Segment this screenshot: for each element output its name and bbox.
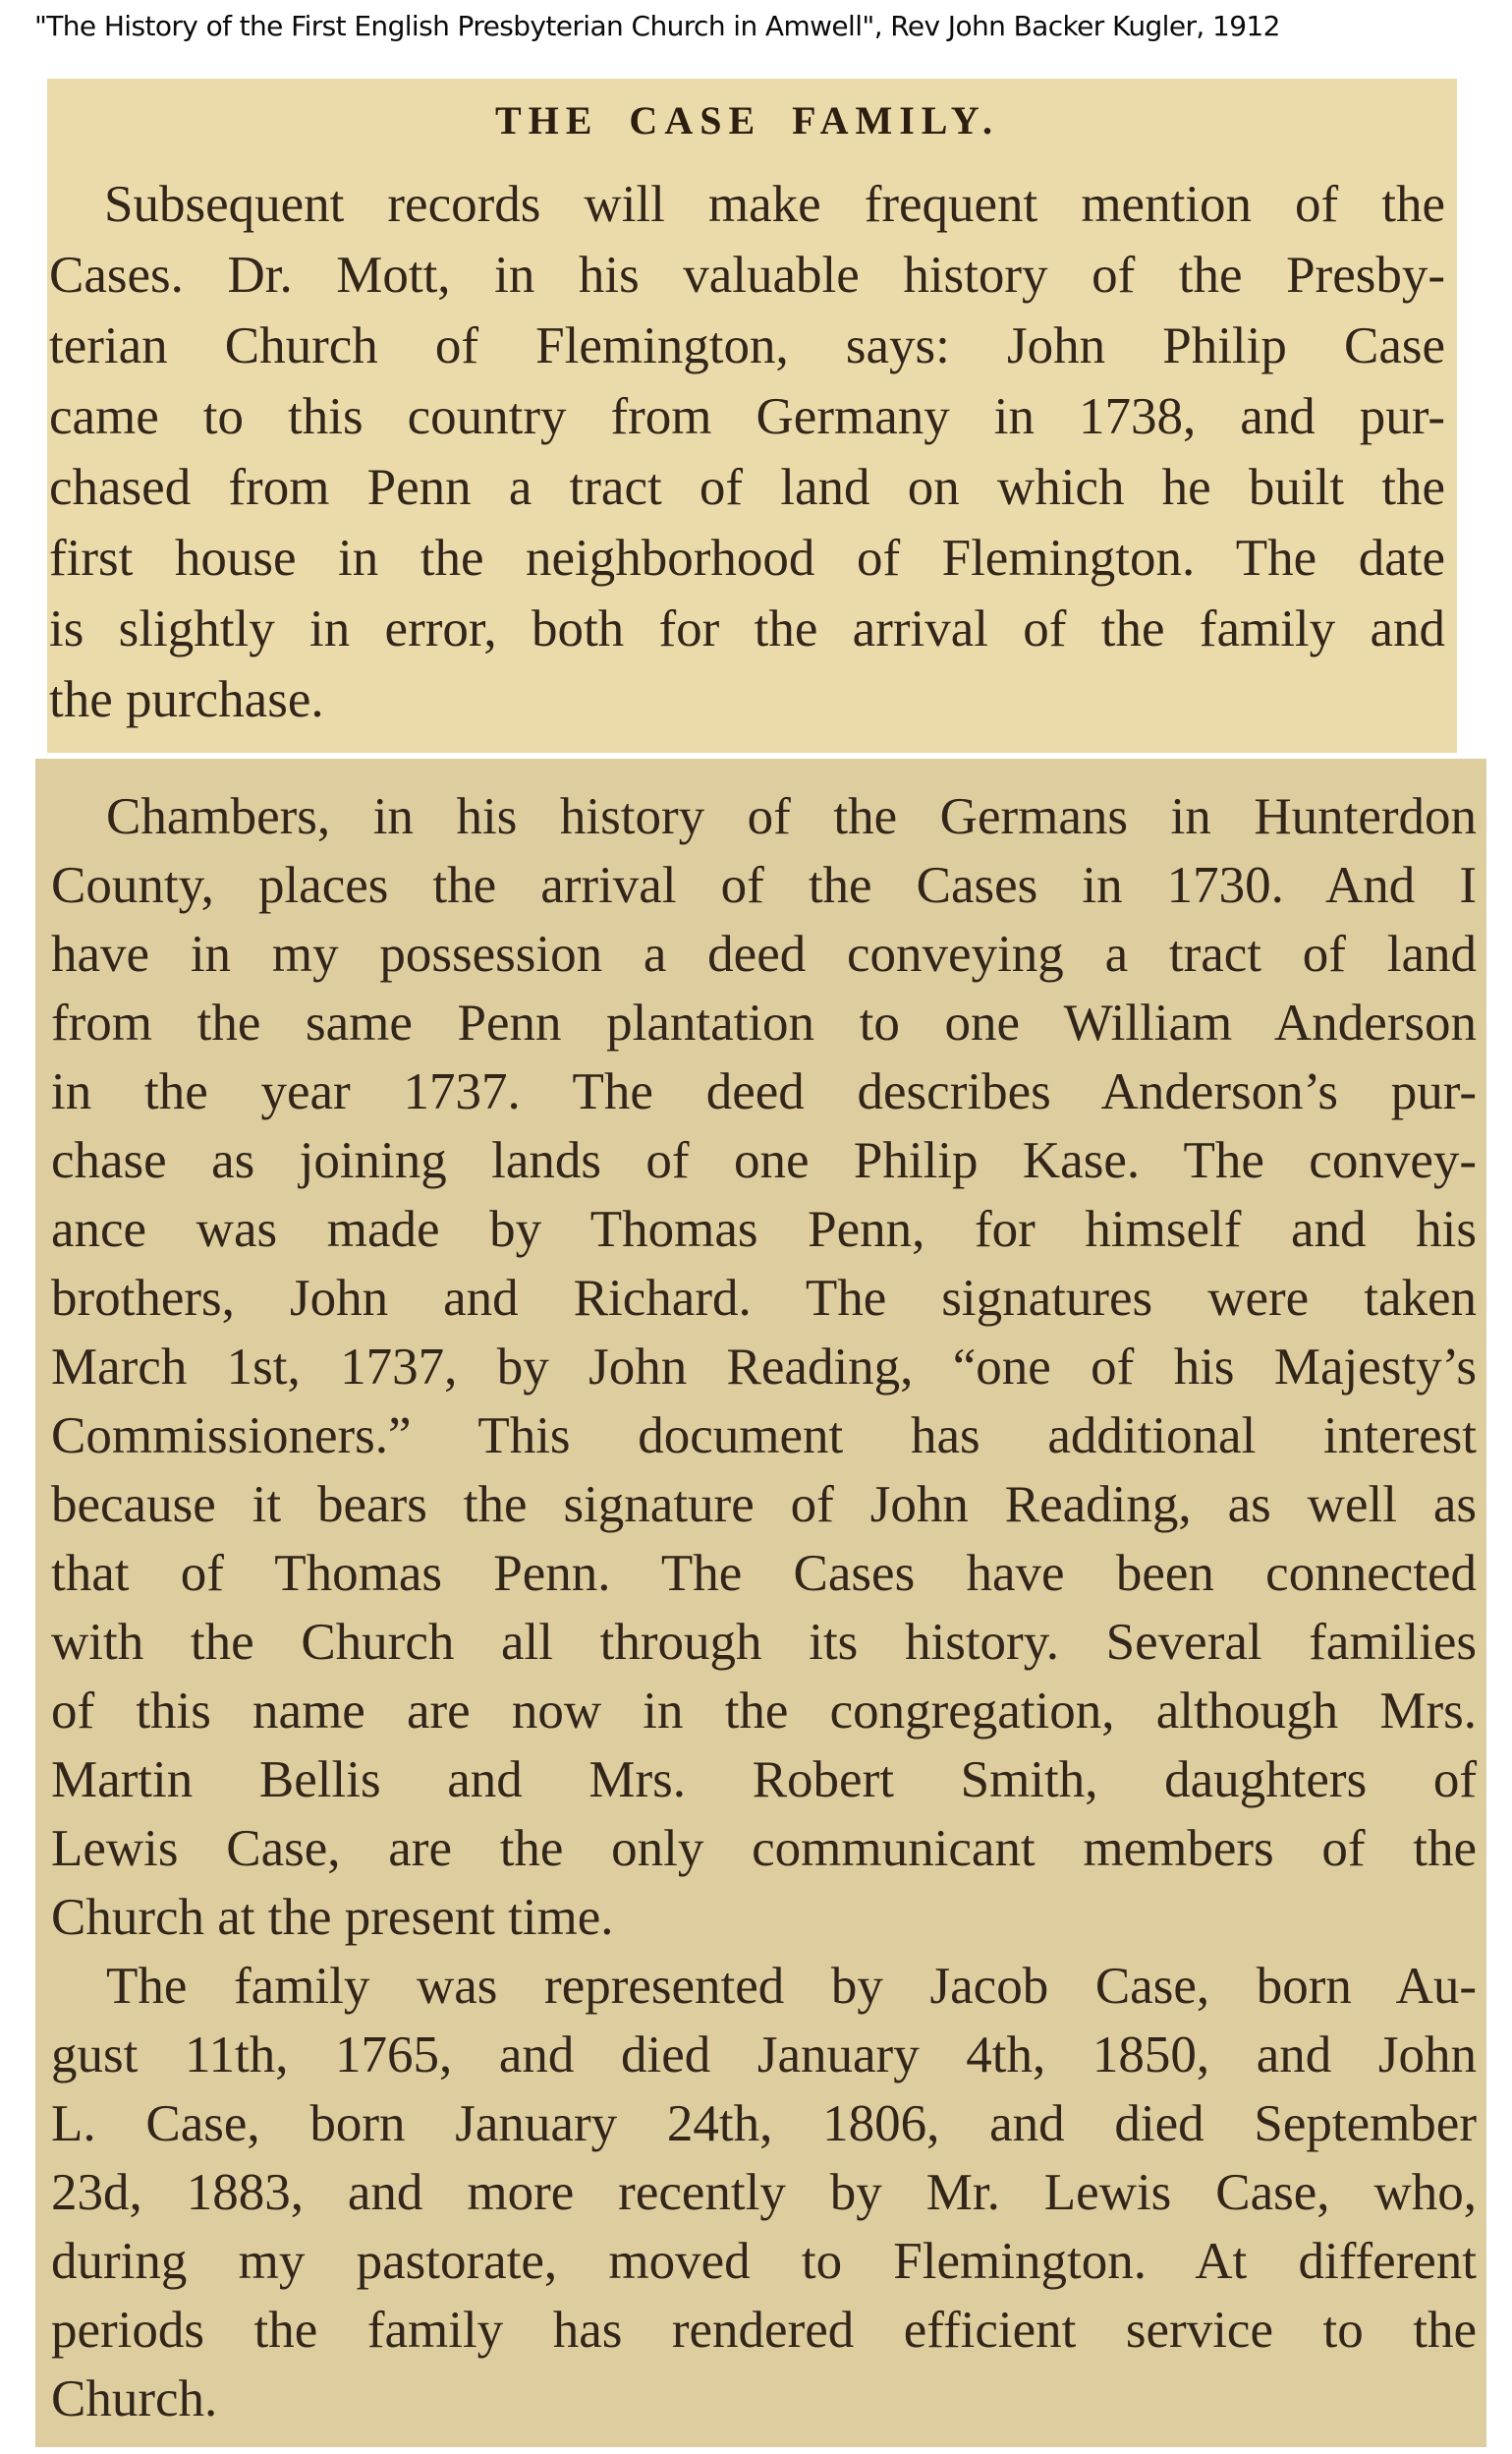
text-line: is slightly in error, both for the arrival of the family and bbox=[49, 600, 1445, 657]
text-line: in the year 1737. The deed describes Anderson’s pur- bbox=[51, 1063, 1477, 1120]
text-line: terian Church of Flemington, says: John Philip Case bbox=[49, 317, 1445, 374]
scanned-page-block-1 bbox=[47, 79, 1457, 753]
text-line: came to this country from Germany in 1738, and pur- bbox=[49, 388, 1445, 445]
text-line: The family was represented by Jacob Case, born Au- bbox=[106, 1958, 1477, 2015]
text-line: Cases. Dr. Mott, in his valuable history of the Presby- bbox=[49, 247, 1445, 304]
text-line: of this name are now in the congregation, although Mrs. bbox=[51, 1683, 1477, 1740]
text-line: Chambers, in his history of the Germans in Hunterdon bbox=[106, 788, 1477, 845]
text-line: first house in the neighborhood of Flemington. The date bbox=[49, 530, 1445, 587]
text-line: chased from Penn a tract of land on which he built the bbox=[49, 459, 1445, 516]
text-line: gust 11th, 1765, and died January 4th, 1850, and John bbox=[51, 2026, 1477, 2083]
text-line: from the same Penn plantation to one William Anderson bbox=[51, 995, 1477, 1052]
attribution-caption: "The History of the First English Presbyterian Church in Amwell", Rev John Backer Kugler, 1912 bbox=[34, 10, 1280, 42]
text-line: Church. bbox=[51, 2370, 218, 2427]
text-line: periods the family has rendered efficient service to the bbox=[51, 2302, 1477, 2359]
paragraph-block-2 bbox=[51, 782, 1477, 2433]
text-line: brothers, John and Richard. The signatures were taken bbox=[51, 1270, 1477, 1327]
text-line: ance was made by Thomas Penn, for himself and his bbox=[51, 1201, 1477, 1258]
text-line: chase as joining lands of one Philip Kase. The convey- bbox=[51, 1132, 1477, 1189]
scanned-page-block-2 bbox=[35, 759, 1486, 2447]
text-line: Lewis Case, are the only communicant members of the bbox=[51, 1820, 1477, 1877]
text-line: the purchase. bbox=[49, 671, 324, 728]
text-line: have in my possession a deed conveying a tract of land bbox=[51, 926, 1477, 983]
text-line: County, places the arrival of the Cases in 1730. And I bbox=[51, 857, 1477, 914]
section-heading: THE CASE FAMILY. bbox=[494, 98, 1000, 143]
text-line: with the Church all through its history. Several families bbox=[51, 1614, 1477, 1671]
paragraph-block-1 bbox=[49, 169, 1445, 735]
text-line: during my pastorate, moved to Flemington. At different bbox=[51, 2233, 1477, 2290]
text-line: March 1st, 1737, by John Reading, “one of his Majesty’s bbox=[51, 1339, 1477, 1396]
text-line: Church at the present time. bbox=[51, 1889, 614, 1946]
text-line: 23d, 1883, and more recently by Mr. Lewis Case, who, bbox=[51, 2164, 1477, 2221]
text-line: Commissioners.” This document has additional interest bbox=[51, 1407, 1477, 1464]
text-line: Subsequent records will make frequent mention of the bbox=[104, 176, 1445, 233]
text-line: Martin Bellis and Mrs. Robert Smith, daughters of bbox=[51, 1751, 1477, 1808]
text-line: that of Thomas Penn. The Cases have been connected bbox=[51, 1545, 1477, 1602]
text-line: because it bears the signature of John Reading, as well as bbox=[51, 1476, 1477, 1533]
text-line: L. Case, born January 24th, 1806, and died September bbox=[51, 2095, 1477, 2152]
